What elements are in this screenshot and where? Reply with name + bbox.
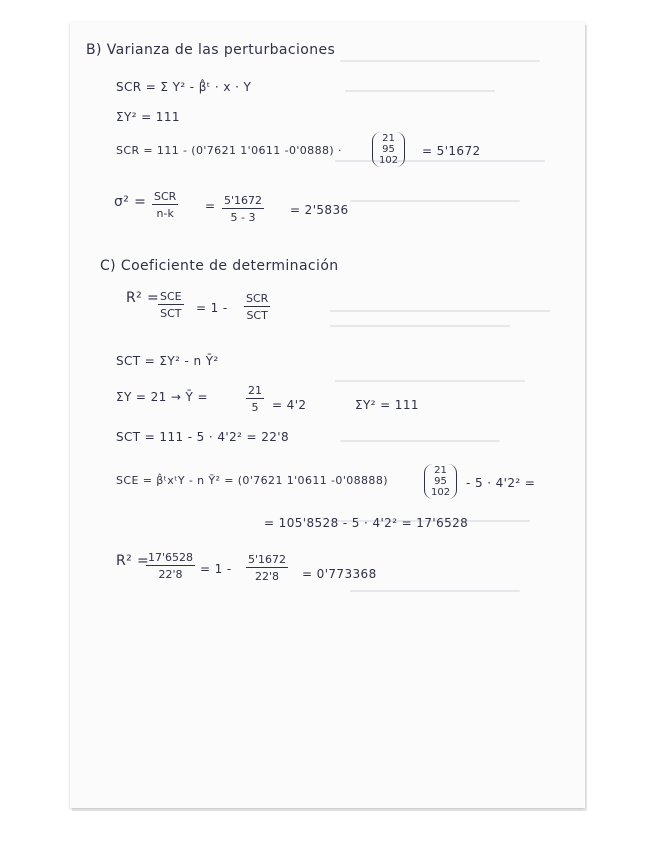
r2-frac-num: SCR — [246, 292, 269, 305]
r2-label: R² = — [126, 290, 160, 306]
scr-vector-entry: 102 — [379, 155, 399, 166]
r2-final-den: 22'8 — [158, 568, 183, 581]
sct-formula: SCT = ΣY² - n Ȳ² — [116, 354, 219, 368]
sce-vector-entry: 95 — [434, 476, 447, 487]
r2-final-num: 17'6528 — [148, 551, 194, 564]
y-mean-result: = 4'2 — [272, 398, 307, 412]
scr-result: = 5'1672 — [422, 144, 481, 158]
r2-fraction-scr-sct — [244, 292, 270, 322]
r2-one-minus: = 1 - — [196, 301, 228, 315]
section-c-title: C) Coeficiente de determinación — [100, 258, 339, 274]
r2-final-label: R² = — [116, 553, 150, 569]
y-mean-den: 5 — [251, 401, 259, 414]
sigma-frac-num: SCR — [154, 190, 177, 203]
r2-final-fraction-scr — [246, 553, 288, 583]
sigma-frac-den: n-k — [156, 207, 174, 220]
sigma-equals: = — [205, 199, 216, 213]
scr-formula: SCR = Σ Y² - β̂ᵗ · x · Y — [116, 80, 252, 94]
sum-y-squared: ΣY² = 111 — [116, 110, 180, 124]
sce-calculation: SCE = β̂ᵗxᵗY - n Ȳ² = (0'7621 1'0611 -0'08888) — [116, 474, 388, 487]
r2-final-result: = 0'773368 — [302, 567, 377, 581]
sigma-fraction-formula — [152, 190, 178, 220]
sce-vector — [424, 464, 457, 499]
sigma-squared-label: σ² = — [114, 194, 147, 210]
r2-final-den: 22'8 — [255, 570, 280, 583]
sce-vector-entry: 102 — [431, 487, 451, 498]
r2-final-one-minus: = 1 - — [200, 562, 232, 576]
y-mean-num: 21 — [248, 384, 262, 397]
sce-result: = 105'8528 - 5 · 4'2² = 17'6528 — [264, 516, 469, 530]
r2-final-num: 5'1672 — [248, 553, 287, 566]
sum-y-squared-c: ΣY² = 111 — [355, 398, 419, 412]
sigma-frac-num: 5'1672 — [224, 194, 263, 207]
sigma-result: = 2'5836 — [290, 203, 349, 217]
sigma-fraction-values — [222, 194, 264, 224]
r2-final-fraction-sce — [146, 551, 195, 581]
sct-calculation: SCT = 111 - 5 · 4'2² = 22'8 — [116, 430, 290, 444]
scr-vector-entry: 95 — [382, 144, 395, 155]
r2-fraction-sce-sct — [158, 290, 184, 320]
r2-frac-den: SCT — [160, 307, 182, 320]
scr-calculation: SCR = 111 - (0'7621 1'0611 -0'0888) · — [116, 144, 342, 157]
sigma-frac-den: 5 - 3 — [230, 211, 256, 224]
sce-tail: - 5 · 4'2² = — [466, 476, 536, 490]
notebook-page — [70, 22, 585, 808]
y-mean-fraction — [246, 384, 264, 414]
scr-vector — [372, 132, 405, 167]
scr-vector-entry: 21 — [382, 133, 395, 144]
section-b-title: B) Varianza de las perturbaciones — [86, 42, 336, 58]
r2-frac-num: SCE — [160, 290, 182, 303]
sum-y-and-mean: ΣY = 21 → Ȳ = — [116, 390, 208, 404]
r2-frac-den: SCT — [246, 309, 268, 322]
sce-vector-entry: 21 — [434, 465, 447, 476]
